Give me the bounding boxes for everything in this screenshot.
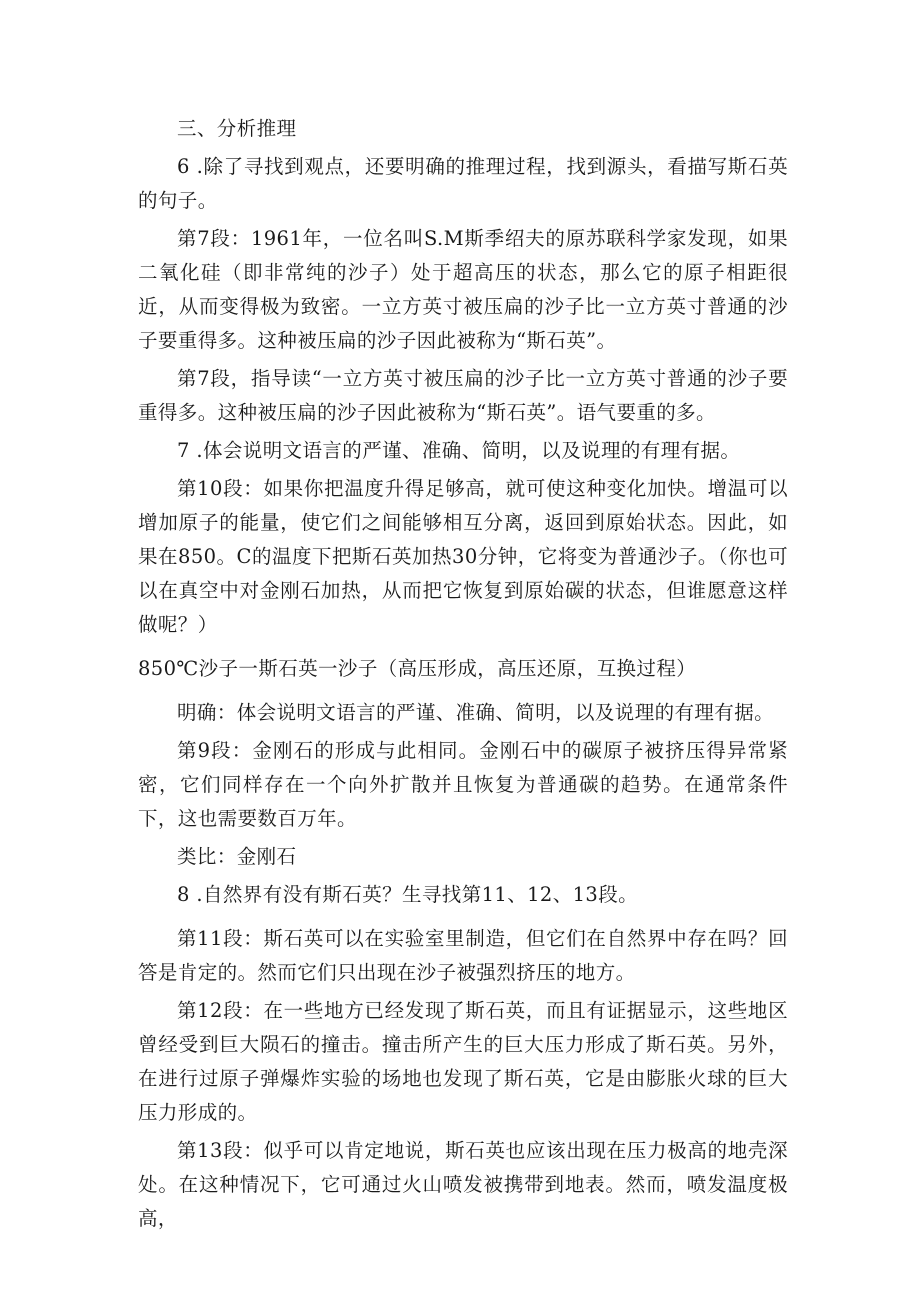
paragraph-quote-13: 第13段：似乎可以肯定地说，斯石英也应该出现在压力极高的地壳深处。在这种情况下，它可通过火山喷发被携带到地表。然而，喷发温度极高， [138,1139,788,1230]
paragraph-quote-12: 第12段：在一些地方已经发现了斯石英，而且有证据显示，这些地区曾经受到巨大陨石的撞击。撞击所产生的巨大压力形成了斯石英。另外，在进行过原子弹爆炸实验的场地也发现了斯石英，它是由膨胀火球的巨大压力形成的。 [138,999,788,1124]
paragraph-quote-7: 第7段：1961年，一位名叫S.M斯季绍夫的原苏联科学家发现，如果二氧化硅（即非常纯的沙子）处于超高压的状态，那么它的原子相距很近，从而变得极为致密。一立方英寸被压扁的沙子比一立方英寸普通的沙子要重得多。这种被压扁的沙子因此被称为“斯石英”。 [138,227,788,352]
paragraph-quote-10: 第10段：如果你把温度升得足够高，就可使这种变化加快。增温可以增加原子的能量，使它们之间能够相互分离，返回到原始状态。因此，如果在850。C的温度下把斯石英加热30分钟，它将变为普通沙子。（你也可以在真空中对金刚石加热，从而把它恢复到原始碳的状态，但谁愿意这样做呢？） [138,477,788,636]
paragraph-item-7: 7 .体会说明文语言的严谨、准确、简明，以及说理的有理有据。 [177,439,741,462]
paragraph-item-8: 8 .自然界有没有斯石英？生寻找第11、12、13段。 [177,883,639,906]
paragraph-guide-7: 第7段，指导读“一立方英寸被压扁的沙子比一立方英寸普通的沙子要重得多。这种被压扁的沙子因此被称为“斯石英”。语气要重的多。 [138,367,788,424]
paragraph-analogy: 类比：金刚石 [177,845,297,868]
paragraph-item-6: 6 .除了寻找到观点，还要明确的推理过程，找到源头，看描写斯石英的句子。 [138,155,788,212]
paragraph-clarify: 明确：体会说明文语言的严谨、准确、简明，以及说理的有理有据。 [177,701,775,724]
section-heading: 三、分析推理 [177,117,297,140]
document-body [138,112,788,1240]
paragraph-quote-11: 第11段：斯石英可以在实验室里制造，但它们在自然界中存在吗？回答是肯定的。然而它们只出现在沙子被强烈挤压的地方。 [138,927,788,984]
paragraph-process: 850℃沙子一斯石英一沙子（高压形成，高压还原，互换过程） [138,657,697,680]
paragraph-quote-9: 第9段：金刚石的形成与此相同。金刚石中的碳原子被挤压得异常紧密，它们同样存在一个向外扩散并且恢复为普通碳的趋势。在通常条件下，这也需要数百万年。 [138,739,788,830]
